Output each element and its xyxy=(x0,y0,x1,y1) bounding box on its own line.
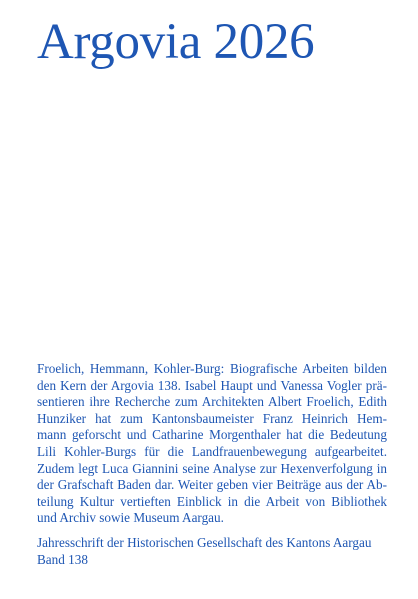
blurb-line: Zudem legt Luca Giannini seine Analyse zur Hexenverfolgung in xyxy=(37,460,387,476)
blurb-line: mann geforscht und Catharine Morgenthaler hat die Bedeutung xyxy=(37,427,387,443)
blurb-line: Lili Kohler-Burgs für die Landfrauenbewegung aufgearbeitet. xyxy=(37,443,387,459)
volume-line: Band 138 xyxy=(37,551,88,567)
blurb-line: den Kern der Argovia 138. Isabel Haupt und Vanessa Vogler prä- xyxy=(37,377,387,393)
blurb-line: sentieren ihre Recherche zum Architekten Albert Froelich, Edith xyxy=(37,394,387,410)
cover-footer xyxy=(37,535,397,568)
blurb-line: und Archiv sowie Museum Aargau. xyxy=(37,510,224,526)
cover-blurb xyxy=(37,361,387,527)
cover-title: Argovia 2026 xyxy=(37,14,315,70)
publisher-line: Jahresschrift der Historischen Gesellschaft des Kantons Aargau xyxy=(37,535,372,550)
blurb-line: Froelich, Hemmann, Kohler-Burg: Biografische Arbeiten bilden xyxy=(37,361,387,376)
blurb-line: Hunziker hat zum Kantonsbaumeister Franz Heinrich Hem- xyxy=(37,410,387,426)
blurb-line: teilung Kultur vertieften Einblick in die Arbeit von Bibliothek xyxy=(37,493,387,509)
blurb-line: der Grafschaft Baden dar. Weiter geben vier Beiträge aus der Ab- xyxy=(37,477,387,493)
